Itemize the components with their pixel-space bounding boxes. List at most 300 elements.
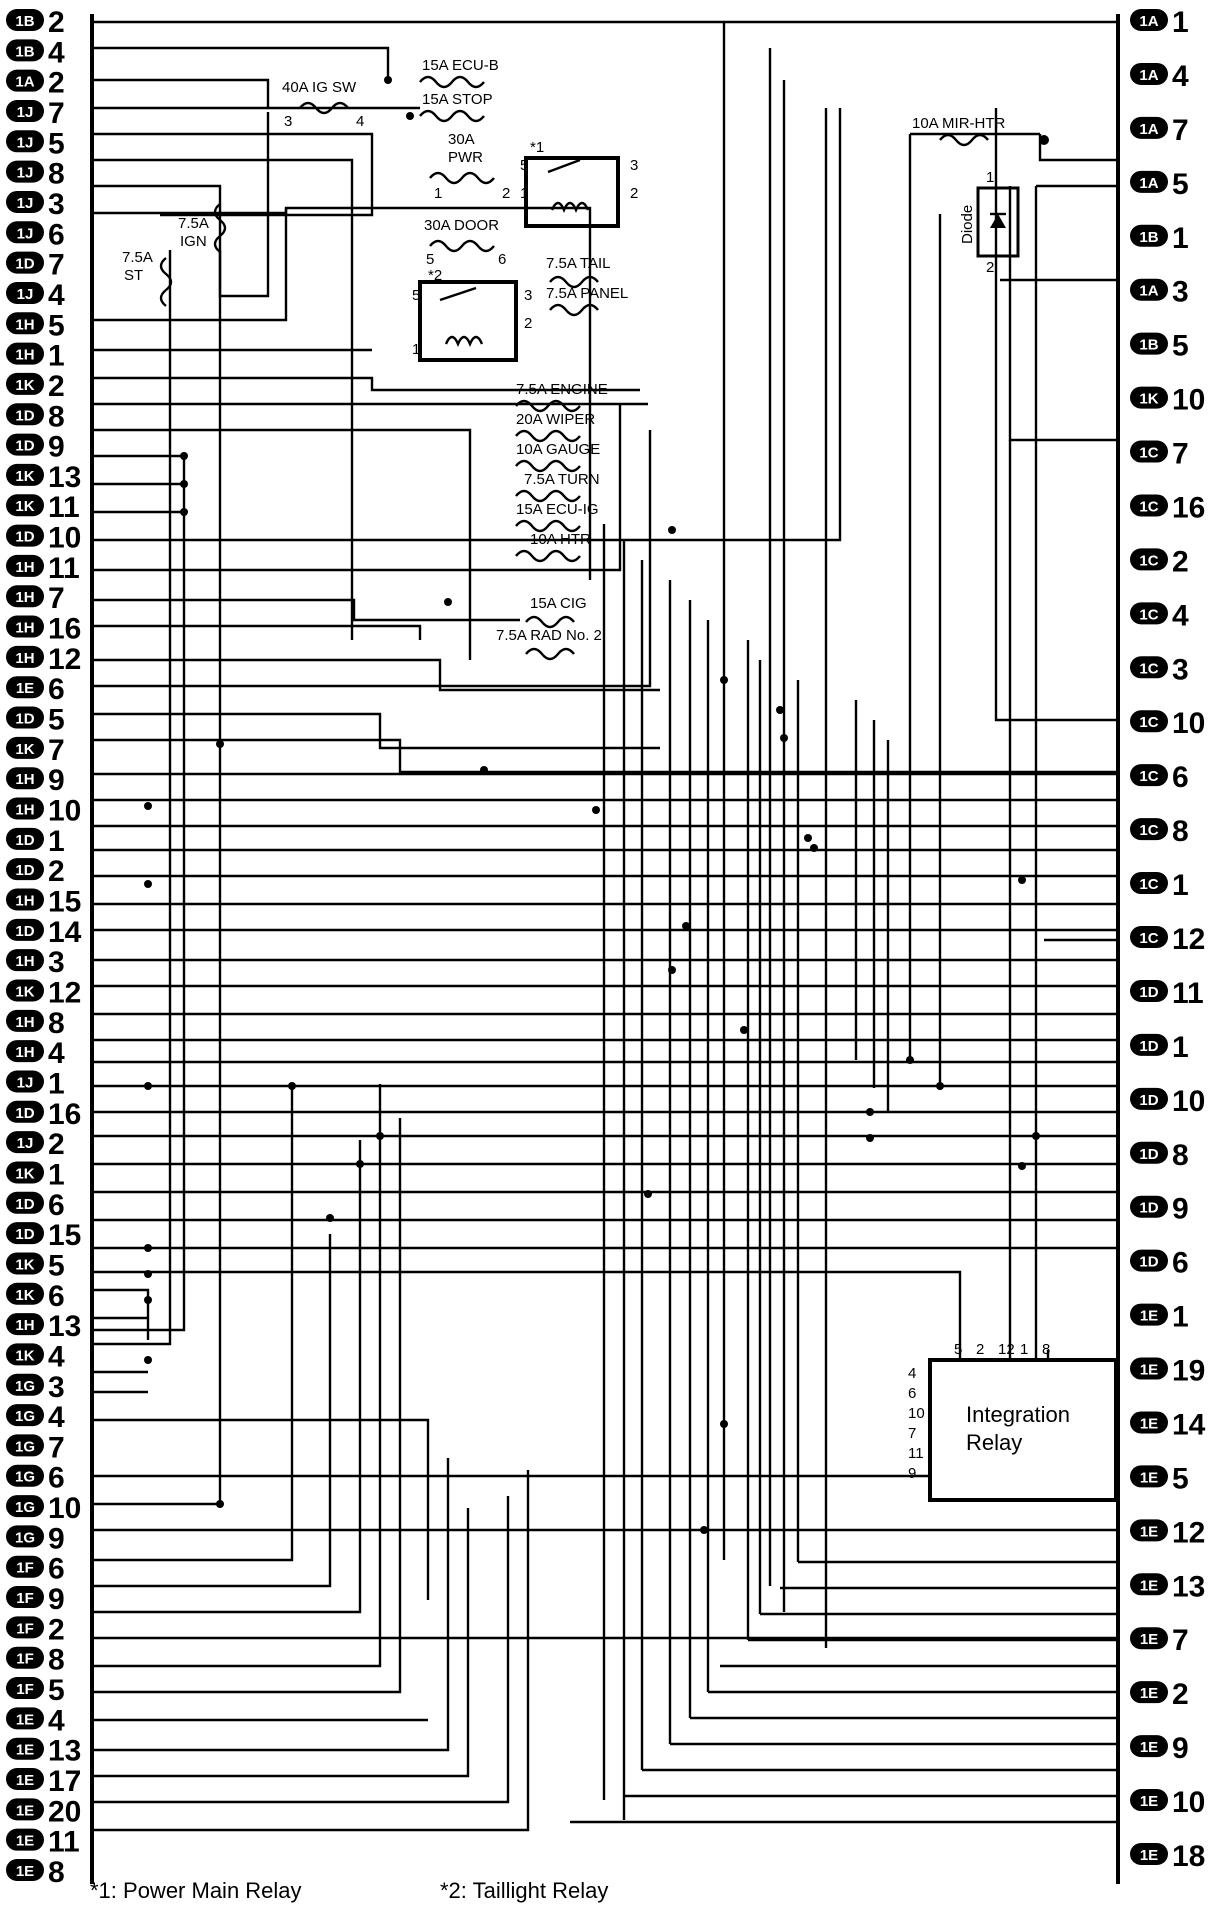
pin-number: 12 (1172, 1516, 1206, 1550)
left-connector-pins (6, 6, 82, 1889)
pin-number: 7 (48, 96, 65, 130)
connector-code: 1J (16, 134, 34, 152)
pin-number: 10 (1172, 1786, 1206, 1820)
connector-code: 1C (1139, 768, 1159, 786)
connector-code: 1B (1139, 228, 1159, 246)
connector-code: 1J (16, 225, 34, 243)
connector-code: 1K (15, 498, 35, 516)
pin-number: 4 (48, 1401, 65, 1435)
connector-code: 1D (15, 1226, 35, 1244)
connector-pin (6, 1067, 65, 1100)
fuse-wiper-symbol (516, 431, 580, 441)
connector-pin (6, 1613, 65, 1646)
fuse-rad-label: 7.5A RAD No. 2 (496, 627, 602, 644)
connector-pin (1130, 1678, 1189, 1711)
pin-number: 6 (48, 218, 65, 252)
connector-code: 1F (16, 1590, 34, 1608)
pin-number: 2 (48, 1128, 65, 1162)
right-connector-pins (1130, 6, 1206, 1873)
pin-number: 1 (1172, 1300, 1189, 1334)
connector-code: 1C (1139, 552, 1159, 570)
fuse-stop-label: 15A STOP (422, 91, 493, 108)
connector-pin (6, 1401, 65, 1434)
connector-code: 1C (1139, 822, 1159, 840)
connector-code: 1H (15, 589, 35, 607)
connector-code: 1G (14, 1377, 36, 1395)
pmr-pin-5: 5 (520, 157, 529, 174)
taillight-relay (420, 282, 516, 360)
pin-number: 1 (48, 1067, 65, 1101)
pin-number: 1 (48, 339, 65, 373)
connector-pin (1130, 1786, 1205, 1819)
fuse-ecu-ig-label: 15A ECU-IG (516, 501, 599, 518)
connector-pin (1130, 977, 1204, 1010)
connector-pin (1130, 707, 1205, 740)
relay-top-pin: 2 (976, 1341, 985, 1358)
connector-code: 1D (15, 437, 35, 455)
pin-number: 10 (1172, 707, 1206, 741)
fuse-ecu-ig-symbol (516, 521, 580, 531)
connector-pin (1130, 653, 1189, 686)
connector-code: 1E (1139, 1469, 1159, 1487)
connector-code: 1C (1139, 930, 1159, 947)
relay-left-pins (908, 1365, 925, 1482)
connector-pin (1130, 438, 1189, 471)
pin-number: 4 (48, 1704, 65, 1738)
connector-pin (6, 1492, 81, 1525)
connector-pin (6, 279, 65, 312)
fuse-rad-symbol (526, 649, 574, 659)
pin-number: 13 (48, 1310, 82, 1344)
connector-pin (1130, 114, 1189, 147)
pmr-pin-2: 2 (630, 185, 639, 202)
connector-pin (1130, 1031, 1189, 1064)
connector-code: 1E (1139, 1415, 1159, 1433)
connector-pin (6, 1522, 65, 1555)
connector-code: 1E (1139, 1793, 1159, 1811)
pin-number: 1 (1172, 6, 1189, 39)
connector-code: 1K (15, 1286, 35, 1304)
connector-code: 1E (1139, 1631, 1159, 1649)
connector-code: 1H (15, 346, 35, 364)
connector-pin (6, 461, 81, 494)
connector-pin (6, 188, 65, 221)
connector-code: 1D (1139, 1037, 1159, 1055)
connector-code: 1E (15, 1772, 35, 1790)
pin-number: 5 (48, 703, 65, 737)
diode-label: Diode (959, 204, 976, 244)
relay-marker-2: *2 (428, 267, 443, 284)
pin-number: 13 (48, 460, 82, 494)
connector-code: 1C (1139, 876, 1159, 894)
connector-pin (6, 1583, 65, 1616)
fuse-ecu-b-label: 15A ECU-B (422, 57, 499, 74)
pin-number: 1 (48, 824, 65, 858)
relay-marker-1: *1 (530, 139, 545, 156)
connector-code: 1H (15, 1044, 35, 1062)
connector-code: 1C (1139, 498, 1159, 516)
connector-pin (6, 1340, 65, 1373)
connector-code: 1E (1139, 1361, 1159, 1379)
ig-sw-pin-4: 4 (356, 113, 365, 130)
fuse-turn-label: 7.5A TURN (524, 471, 600, 488)
connector-code: 1B (15, 13, 35, 30)
fuse-engine-label: 7.5A ENGINE (516, 381, 608, 398)
connector-code: 1H (15, 316, 35, 334)
connector-pin (6, 1795, 81, 1828)
connector-code: 1B (1139, 336, 1159, 354)
connector-pin (6, 1765, 81, 1798)
connector-code: 1G (14, 1408, 36, 1426)
connector-pin (6, 795, 81, 828)
pin-number: 15 (48, 1219, 82, 1253)
connector-code: 1H (15, 771, 35, 789)
connector-code: 1C (1139, 660, 1159, 678)
ig-sw-pin-3: 3 (284, 113, 293, 130)
connector-code: 1H (15, 619, 35, 637)
fuse-door-label: 30A DOOR (424, 217, 500, 234)
connector-pin (6, 886, 81, 919)
pin-number: 6 (1172, 1246, 1189, 1280)
connector-pin (6, 249, 65, 282)
connector-code: 1A (1139, 66, 1159, 84)
relay-left-pin: 9 (908, 1465, 917, 1482)
integration-relay-label-1: Integration (966, 1402, 1070, 1427)
fuse-pwr-label: PWR (448, 149, 483, 166)
pin-number: 11 (48, 551, 80, 585)
connector-pin (6, 704, 65, 737)
pin-number: 8 (48, 1643, 65, 1677)
connector-code: 1K (15, 1347, 35, 1365)
connector-pin (1130, 491, 1205, 524)
connector-pin (6, 1553, 65, 1586)
connector-code: 1D (15, 710, 35, 728)
fuse-st-amp: 7.5A (122, 249, 153, 266)
pmr-switch (548, 160, 580, 172)
relay-top-pin: 5 (954, 1341, 963, 1358)
connector-pin (1130, 276, 1189, 309)
pwr-pin-2: 2 (502, 185, 511, 202)
pin-number: 20 (48, 1795, 82, 1829)
connector-code: 1D (1139, 1091, 1159, 1109)
fuse-htr-symbol (516, 551, 580, 561)
pin-number: 9 (48, 764, 65, 798)
connector-pin (1130, 923, 1205, 956)
connector-pin (6, 1462, 65, 1495)
fuse-ig-sw-label: 40A IG SW (282, 79, 357, 96)
connector-pin (6, 6, 65, 39)
connector-code: 1D (1139, 1199, 1159, 1217)
connector-pin (1130, 1570, 1205, 1603)
connector-pin (6, 1644, 65, 1677)
connector-pin (6, 582, 65, 615)
pin-number: 5 (48, 1674, 65, 1708)
pin-number: 8 (48, 1006, 65, 1040)
pin-number: 5 (48, 309, 65, 343)
pin-number: 14 (48, 915, 82, 949)
diode-pin-2: 2 (986, 259, 995, 276)
connector-code: 1H (15, 801, 35, 819)
tr-pin-5: 5 (412, 287, 421, 304)
pin-number: 3 (1172, 653, 1189, 687)
connector-pin (6, 67, 65, 100)
tr-switch (440, 288, 476, 300)
fuse-gauge-symbol (516, 461, 580, 471)
connector-code: 1C (1139, 606, 1159, 624)
connector-pin (1130, 1193, 1189, 1226)
pin-number: 5 (1172, 167, 1189, 201)
connector-code: 1D (15, 831, 35, 849)
tr-pin-3: 3 (524, 287, 533, 304)
connector-pin (6, 825, 65, 858)
connector-code: 1D (15, 1104, 35, 1122)
pin-number: 10 (1172, 1084, 1206, 1118)
pmr-pin-3: 3 (630, 157, 639, 174)
connector-pin (1130, 761, 1189, 794)
connector-pin (1130, 815, 1189, 848)
pin-number: 2 (48, 1613, 65, 1647)
pin-number: 12 (1172, 923, 1206, 956)
connector-code: 1A (1139, 120, 1159, 138)
pin-number: 4 (48, 36, 65, 70)
pin-number: 16 (48, 612, 82, 646)
pin-number: 6 (1172, 761, 1189, 795)
connector-code: 1J (16, 194, 34, 212)
connector-pin (1130, 1139, 1189, 1172)
pin-number: 14 (1172, 1408, 1206, 1442)
pin-number: 16 (1172, 491, 1206, 525)
fuse-cig-symbol (526, 617, 574, 627)
connector-code: 1K (15, 1256, 35, 1274)
tr-pin-1: 1 (412, 341, 421, 358)
pin-number: 13 (1172, 1570, 1206, 1604)
connector-pin (1130, 1355, 1205, 1388)
connector-code: 1A (15, 73, 35, 91)
integration-relay-box (930, 1360, 1116, 1500)
pin-number: 2 (48, 6, 65, 39)
connector-pin (1130, 1085, 1205, 1118)
connector-pin (1130, 1840, 1205, 1873)
connector-code: 1C (1139, 444, 1159, 462)
connector-pin (1130, 599, 1189, 632)
pin-number: 10 (1172, 383, 1206, 417)
relay-left-pin: 7 (908, 1425, 917, 1442)
pin-number: 8 (48, 1856, 65, 1889)
pin-number: 5 (48, 127, 65, 161)
pin-number: 6 (48, 1188, 65, 1222)
connector-code: 1K (15, 1165, 35, 1183)
connector-pin (6, 1826, 80, 1859)
connector-pin (6, 309, 65, 342)
connector-code: 1H (15, 892, 35, 910)
connector-code: 1H (15, 649, 35, 667)
connector-code: 1E (15, 1741, 35, 1759)
fuse-pwr-symbol (430, 173, 494, 183)
fuse-pwr-amp: 30A (448, 131, 475, 148)
connector-pin (6, 1037, 65, 1070)
power-main-relay (526, 158, 618, 226)
connector-pin (1130, 168, 1189, 201)
connector-pin (1130, 1624, 1189, 1657)
pin-number: 8 (48, 157, 65, 191)
pin-number: 19 (1172, 1354, 1206, 1388)
connector-pin (6, 1704, 65, 1737)
pin-number: 6 (48, 1279, 65, 1313)
connector-pin (6, 218, 65, 251)
pin-number: 2 (1172, 1678, 1189, 1712)
pin-number: 4 (48, 1037, 65, 1071)
pin-number: 7 (48, 248, 65, 282)
connector-code: 1H (15, 558, 35, 576)
pin-number: 2 (48, 855, 65, 889)
fuse-engine-symbol (516, 401, 580, 411)
relay-left-pin: 11 (908, 1445, 924, 1462)
connector-code: 1K (15, 376, 35, 394)
connector-pin (6, 1735, 81, 1768)
connector-code: 1J (16, 1074, 34, 1092)
footnote-power-main-relay: *1: Power Main Relay (90, 1878, 302, 1903)
pin-number: 18 (1172, 1840, 1206, 1873)
pin-number: 7 (1172, 113, 1189, 147)
connector-code: 1D (15, 528, 35, 546)
fuse-cig-label: 15A CIG (530, 595, 587, 612)
fuse-turn-symbol (516, 491, 580, 501)
connector-code: 1J (16, 164, 34, 182)
tr-pin-2: 2 (524, 315, 533, 332)
connector-pin (6, 1128, 65, 1161)
connector-pin (6, 1674, 65, 1707)
connector-pin (1130, 1301, 1189, 1334)
connector-pin (6, 370, 65, 403)
connector-pin (6, 643, 81, 676)
connector-pin (1130, 545, 1189, 578)
pin-number: 5 (1172, 329, 1189, 363)
connector-pin (6, 552, 80, 585)
connector-code: 1J (16, 103, 34, 121)
connector-pin (1130, 60, 1189, 93)
connector-pin (6, 673, 65, 706)
pin-number: 5 (48, 1249, 65, 1283)
pin-number: 11 (48, 491, 80, 525)
connector-code: 1G (14, 1499, 36, 1517)
connector-pin (1130, 1247, 1189, 1280)
pin-number: 2 (1172, 545, 1189, 579)
connector-code: 1F (16, 1681, 34, 1699)
connector-pin (6, 1249, 65, 1282)
connector-pin (6, 158, 65, 191)
connector-code: 1E (15, 680, 35, 698)
connector-code: 1H (15, 1317, 35, 1335)
pin-number: 6 (48, 1552, 65, 1586)
connector-pin (6, 1158, 65, 1191)
connector-pin (6, 1189, 65, 1222)
relay-top-pin: 1 (1020, 1341, 1029, 1358)
connector-pin (6, 916, 82, 949)
pin-number: 1 (1172, 1030, 1189, 1064)
connector-pin (6, 1098, 81, 1131)
pin-number: 6 (48, 673, 65, 707)
pin-number: 15 (48, 885, 82, 919)
pin-number: 7 (48, 582, 65, 616)
pin-number: 2 (48, 369, 65, 403)
relay-top-pin: 8 (1042, 1341, 1051, 1358)
connector-code: 1D (1139, 1253, 1159, 1271)
pin-number: 16 (48, 1097, 82, 1131)
relay-left-pin: 10 (908, 1405, 925, 1422)
connector-pin (6, 400, 65, 433)
connector-code: 1E (1139, 1685, 1159, 1703)
connector-pin (6, 946, 65, 979)
connector-code: 1B (15, 43, 35, 61)
connector-pin (1130, 1516, 1205, 1549)
connector-code: 1G (14, 1438, 36, 1456)
connector-code: 1G (14, 1529, 36, 1547)
pin-number: 9 (48, 1522, 65, 1556)
pin-number: 12 (48, 642, 82, 676)
connector-code: 1E (1139, 1847, 1159, 1864)
pin-number: 11 (48, 1825, 80, 1859)
pin-number: 1 (1172, 221, 1189, 255)
pin-number: 4 (1172, 59, 1189, 93)
connector-code: 1E (15, 1802, 35, 1820)
connector-pin (6, 97, 65, 130)
fuse-door-symbol (430, 241, 494, 251)
connector-pin (6, 522, 81, 555)
pin-number: 8 (48, 400, 65, 434)
relay-top-pin: 12 (998, 1341, 1015, 1358)
connector-code: 1E (15, 1711, 35, 1729)
connector-pin (6, 764, 65, 797)
connector-code: 1E (1139, 1577, 1159, 1595)
connector-code: 1D (15, 407, 35, 425)
door-pin-6: 6 (498, 251, 507, 268)
connector-pin (6, 1007, 65, 1040)
pin-number: 5 (1172, 1462, 1189, 1496)
footnote-taillight-relay: *2: Taillight Relay (440, 1878, 609, 1903)
fuse-ecu-b-symbol (420, 77, 484, 87)
fuse-wiper-label: 20A WIPER (516, 411, 596, 428)
connector-pin (6, 1431, 65, 1464)
connector-pin (1130, 1732, 1189, 1765)
connector-code: 1A (1139, 282, 1159, 300)
pin-number: 10 (48, 521, 82, 555)
diode-pin-1: 1 (986, 169, 995, 186)
pin-number: 9 (1172, 1192, 1189, 1226)
connector-pin (6, 1371, 65, 1404)
connector-pin (6, 976, 81, 1009)
connector-code: 1K (15, 983, 35, 1001)
fuse-mir-htr-symbol (940, 135, 988, 145)
fuse-block (122, 57, 1018, 659)
connector-code: 1F (16, 1559, 34, 1577)
pin-number: 7 (1172, 437, 1189, 471)
connector-code: 1A (1139, 13, 1159, 30)
connector-code: 1D (15, 922, 35, 940)
fuse-mir-htr-label: 10A MIR-HTR (912, 115, 1006, 132)
pin-number: 10 (48, 794, 82, 828)
connector-code: 1K (15, 467, 35, 485)
connector-pin (6, 127, 65, 160)
pin-number: 9 (1172, 1732, 1189, 1766)
fuse-panel-label: 7.5A PANEL (546, 285, 629, 302)
pwr-pin-1: 1 (434, 185, 443, 202)
connector-code: 1D (15, 255, 35, 273)
fuse-tail-label: 7.5A TAIL (546, 255, 611, 272)
relay-left-pin: 4 (908, 1365, 917, 1382)
connector-code: 1G (14, 1468, 36, 1486)
connector-pin (6, 431, 65, 464)
pin-number: 8 (1172, 815, 1189, 849)
